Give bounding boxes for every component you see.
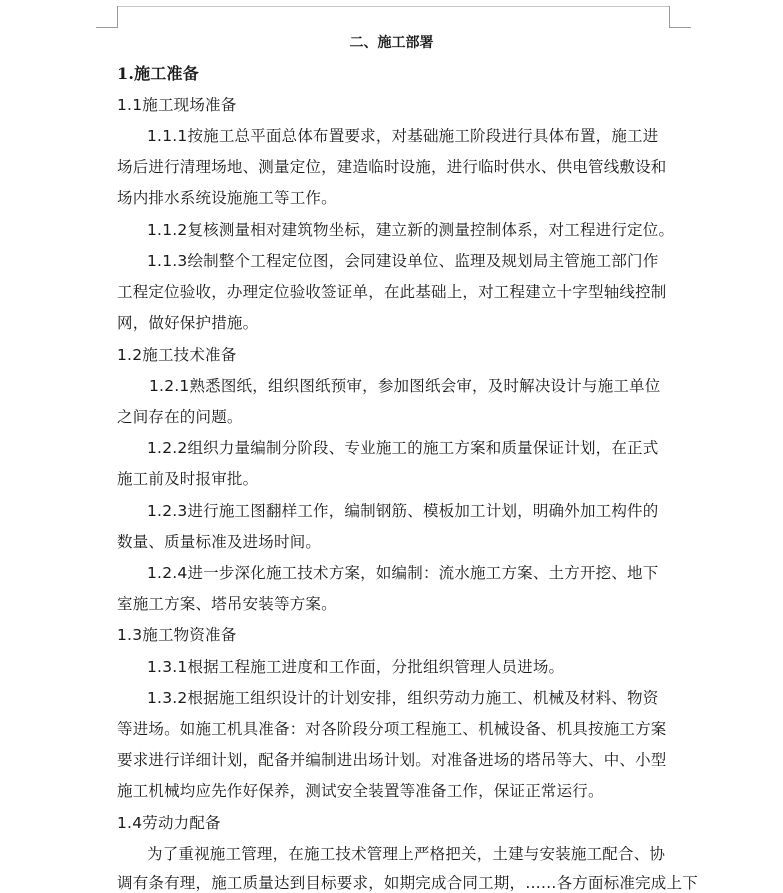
paragraph-line: 数量、质量标准及进场时间。 <box>117 533 322 551</box>
crop-mark-top-right <box>669 6 670 28</box>
document-title: 二、施工部署 <box>349 35 434 51</box>
paragraph-line: 为了重视施工管理，在施工技术管理上严格把关，土建与安装施工配合、协 <box>147 845 666 863</box>
paragraph-line: 1.3.2根据施工组织设计的计划安排，组织劳动力施工、机械及材料、物资 <box>147 689 659 707</box>
paragraph-line: 1.3.1根据工程施工进度和工作面，分批组织管理人员进场。 <box>147 658 565 676</box>
paragraph-line: 1.2.2组织力量编制分阶段、专业施工的施工方案和质量保证计划，在正式 <box>147 439 659 457</box>
paragraph-line: 要求进行详细计划，配备并编制进出场计划。对准备进场的塔吊等大、中、小型 <box>117 751 667 769</box>
crop-mark-top-left <box>96 27 118 28</box>
paragraph-line: 调有条有理，施工质量达到目标要求，如期完成合同工期，……各方面标准完成上下 <box>117 874 698 892</box>
paragraph-line: 1.1.1按施工总平面总体布置要求，对基础施工阶段进行具体布置，施工进 <box>147 127 659 145</box>
paragraph-line: 室施工方案、塔吊安装等方案。 <box>117 595 337 613</box>
paragraph-line: 网，做好保护措施。 <box>117 314 259 332</box>
subsection-heading: 1.3施工物资准备 <box>117 626 237 644</box>
paragraph-line: 施工前及时报审批。 <box>117 470 259 488</box>
paragraph-line: 1.1.2复核测量相对建筑物坐标，建立新的测量控制体系，对工程进行定位。 <box>147 221 675 239</box>
paragraph-line: 施工机械均应先作好保养，测试安全装置等准备工作，保证正常运行。 <box>117 782 604 800</box>
paragraph-line: 1.1.3绘制整个工程定位图，会同建设单位、监理及规划局主管施工部门作 <box>147 252 659 270</box>
subsection-heading: 1.1施工现场准备 <box>117 96 237 114</box>
subsection-heading: 1.2施工技术准备 <box>117 346 237 364</box>
subsection-heading: 1.4劳动力配备 <box>117 814 221 832</box>
paragraph-line: 1.2.1熟悉图纸，组织图纸预审，参加图纸会审，及时解决设计与施工单位 <box>149 377 661 395</box>
paragraph-line: 等进场。如施工机具准备：对各阶段分项工程施工、机械设备、机具按施工方案 <box>117 720 667 738</box>
page-top-edge <box>117 6 670 7</box>
paragraph-line: 场后进行清理场地、测量定位，建造临时设施，进行临时供水、供电管线敷设和 <box>117 158 667 176</box>
paragraph-line: 工程定位验收，办理定位验收签证单，在此基础上，对工程建立十字型轴线控制 <box>117 283 667 301</box>
paragraph-line: 之间存在的问题。 <box>117 408 243 426</box>
crop-mark-top-left <box>117 6 118 28</box>
section-heading: 1.施工准备 <box>117 64 199 83</box>
crop-mark-top-right <box>669 27 691 28</box>
paragraph-line: 1.2.4进一步深化施工技术方案，如编制：流水施工方案、土方开挖、地下 <box>147 564 659 582</box>
paragraph-line: 1.2.3进行施工图翻样工作，编制钢筋、模板加工计划，明确外加工构件的 <box>147 502 659 520</box>
paragraph-line: 场内排水系统设施施工等工作。 <box>117 189 337 207</box>
